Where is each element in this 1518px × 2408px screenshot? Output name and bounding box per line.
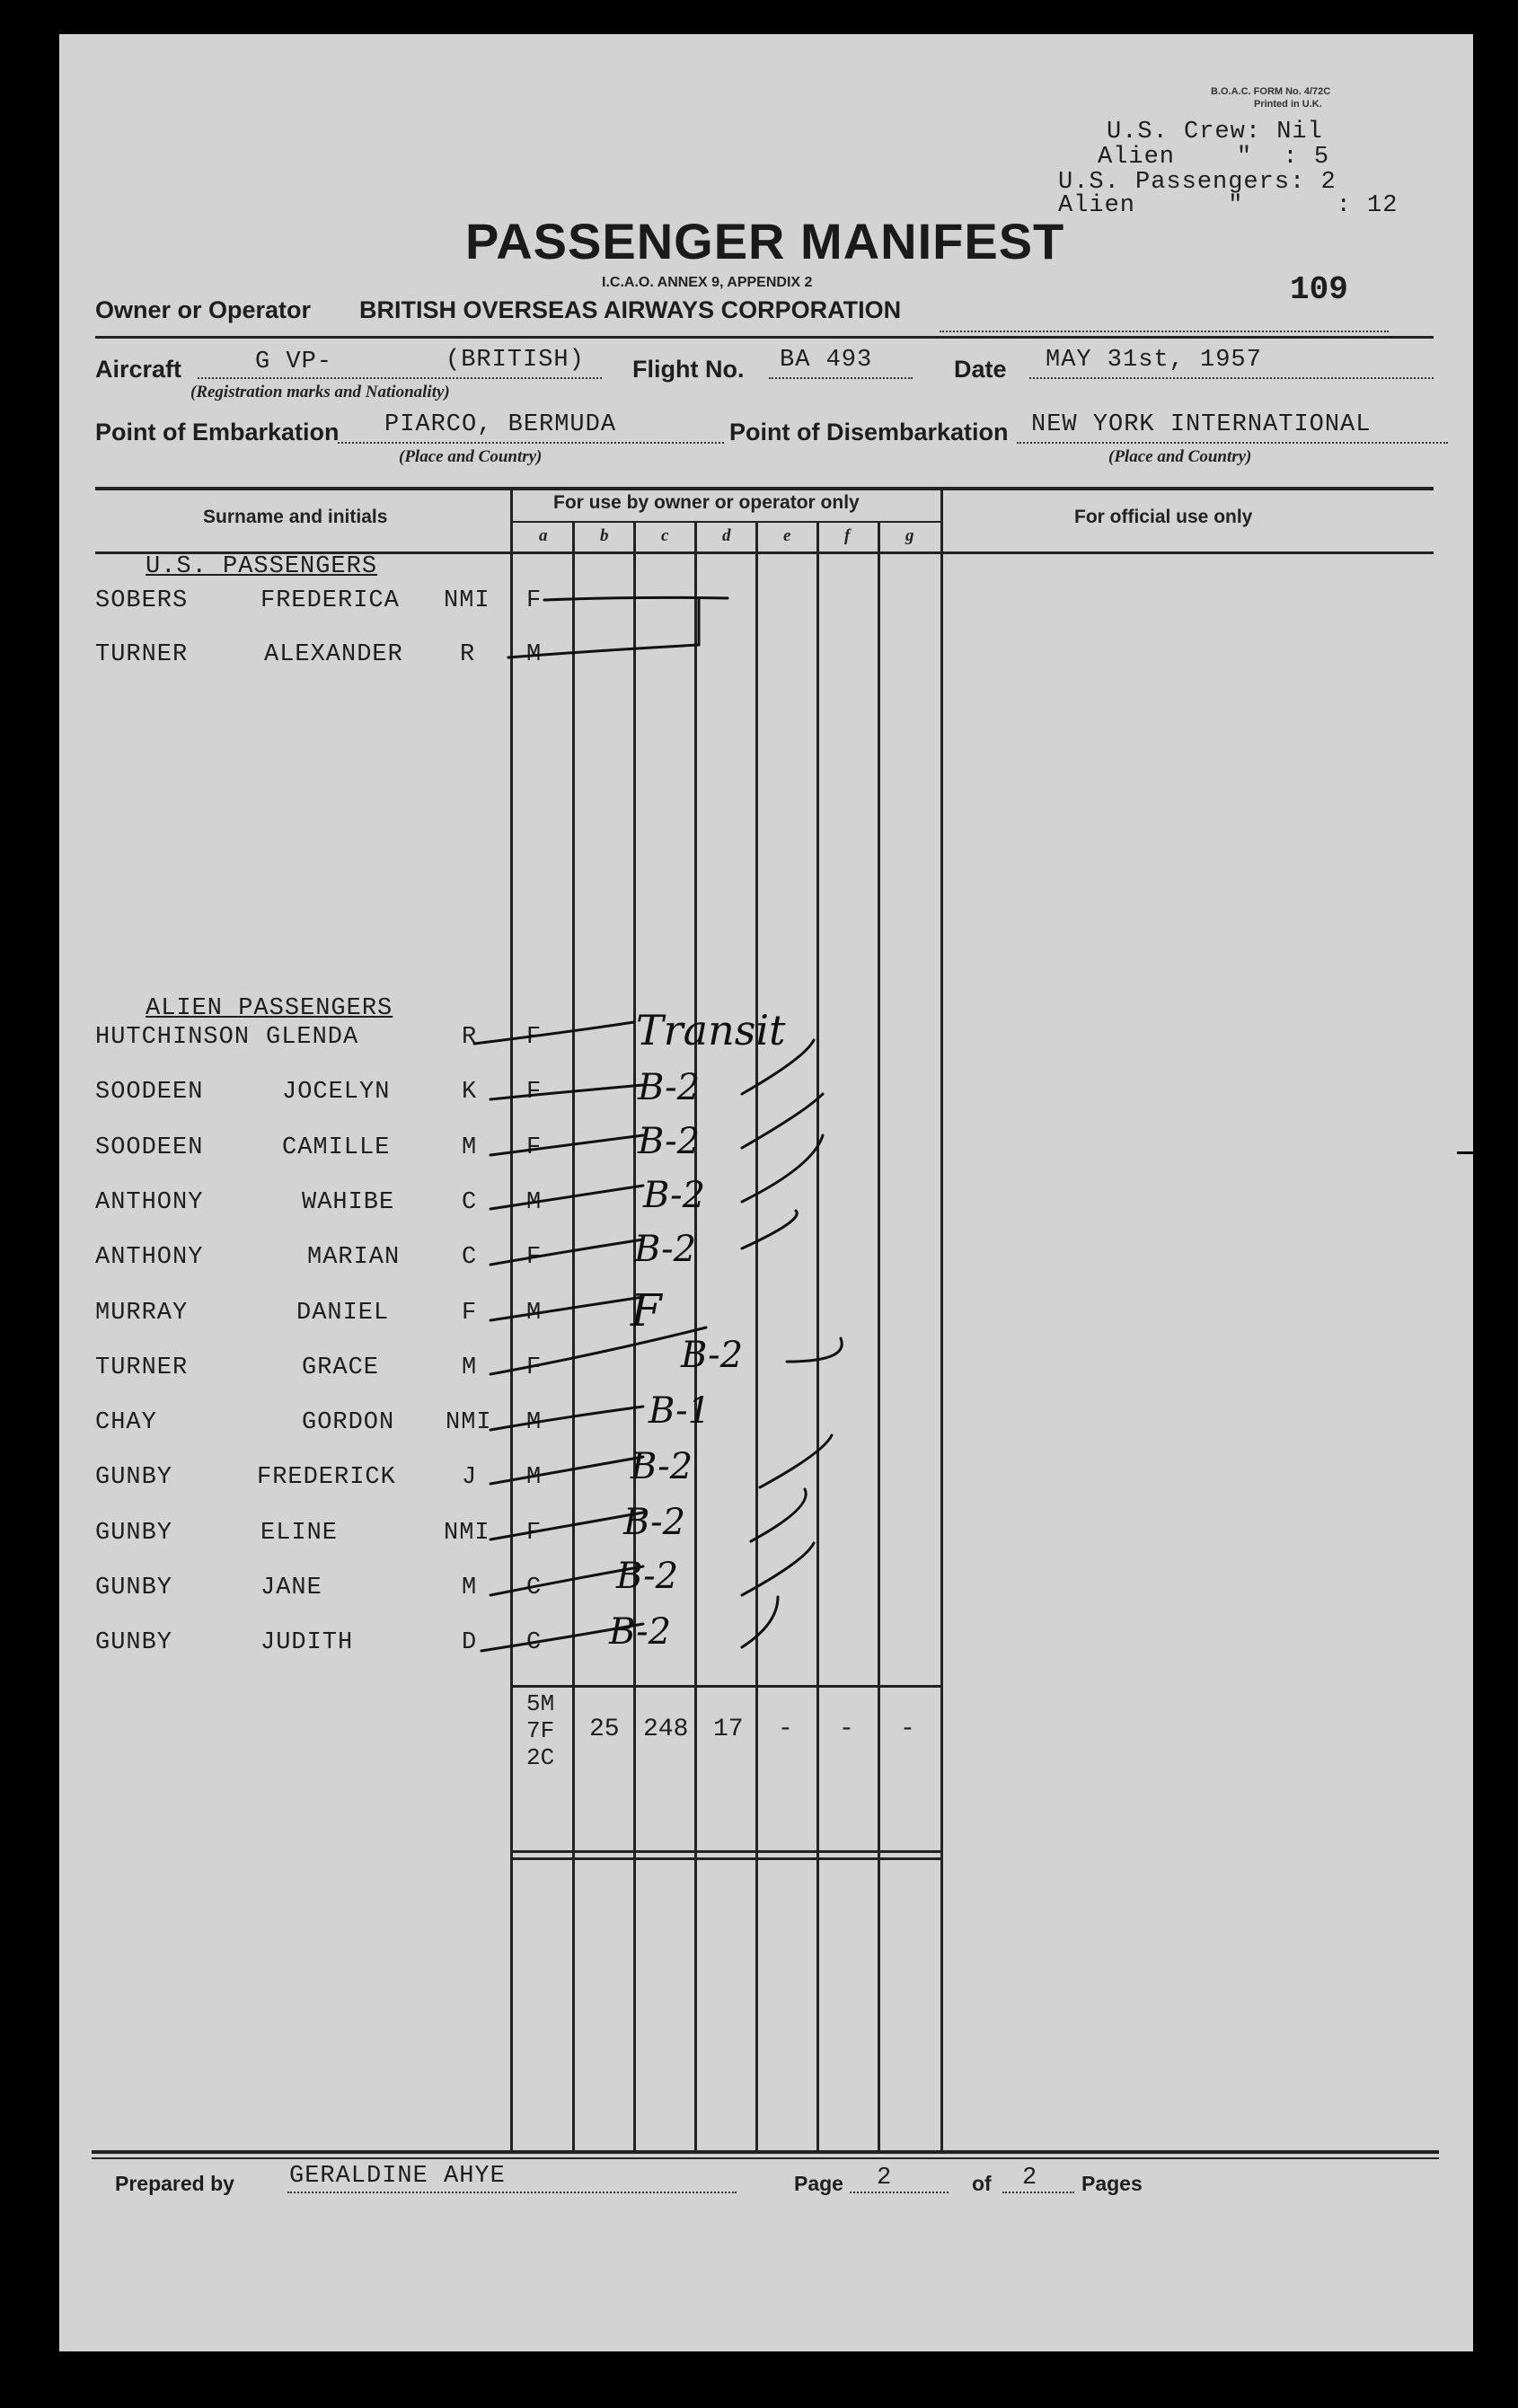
given-name: CAMILLE (282, 1134, 391, 1161)
initial: K (462, 1079, 478, 1106)
summary-line-4: Alien " : 12 (1058, 192, 1399, 219)
surname: GUNBY (95, 1629, 173, 1656)
col-owner: For use by owner or operator only (553, 492, 860, 513)
col-d: d (722, 526, 731, 545)
col-c: c (661, 526, 669, 545)
surname: SOODEEN (95, 1134, 204, 1161)
surname: SOBERS (95, 587, 189, 614)
initial: R (462, 1024, 478, 1051)
us-heading: U.S. PASSENGERS (146, 553, 378, 580)
col-b: b (600, 526, 609, 545)
total-a-line-1: 5M (526, 1690, 555, 1717)
col-a-value: F (526, 1244, 543, 1271)
initial: J (462, 1464, 478, 1491)
note-row-12: B-2 (609, 1611, 672, 1653)
col-e: e (783, 526, 791, 545)
given-name: FREDERICK (257, 1464, 396, 1491)
total-c: 248 (643, 1716, 689, 1743)
note-row-10: B-2 (623, 1502, 686, 1543)
total-e: - (778, 1716, 793, 1743)
initial: C (462, 1244, 478, 1271)
printed-in: Printed in U.K. (1254, 99, 1322, 110)
initial: D (462, 1629, 478, 1656)
total-a-line-3: 2C (526, 1744, 555, 1771)
embark-label: Point of Embarkation (95, 419, 340, 445)
col-a-value: M (526, 1300, 543, 1327)
handwritten-marks (59, 34, 1473, 2351)
note-row-6: F (631, 1284, 662, 1336)
col-a-value: C (526, 1629, 543, 1656)
summary-line-2: Alien " : 5 (1098, 144, 1330, 171)
initial: C (462, 1189, 478, 1216)
disembark-note: (Place and Country) (1108, 447, 1252, 466)
owner-label: Owner or Operator (95, 296, 312, 323)
summary-line-1: U.S. Crew: Nil (1107, 119, 1323, 146)
note-row-11: B-2 (616, 1556, 679, 1597)
note-row-2: B-2 (638, 1067, 701, 1108)
col-a: a (539, 526, 548, 545)
note-row-3: B-2 (638, 1121, 701, 1162)
note-row-8: B-1 (649, 1390, 711, 1432)
total-f: - (839, 1716, 854, 1743)
disembark-label: Point of Disembarkation (729, 419, 1009, 445)
embark-note: (Place and Country) (399, 447, 543, 466)
page-number: 109 (1290, 271, 1348, 308)
col-a-value: M (526, 1464, 543, 1491)
col-a-value: F (526, 1024, 543, 1051)
total-a-line-2: 7F (526, 1717, 555, 1744)
col-a-value: M (526, 641, 543, 668)
prepared-value: GERALDINE AHYE (289, 2163, 506, 2190)
pages-label: Pages (1081, 2172, 1143, 2195)
page-label: Page (794, 2172, 843, 2195)
col-official: For official use only (1074, 507, 1253, 527)
disembark-value: NEW YORK INTERNATIONAL (1031, 411, 1372, 438)
date-label: Date (954, 356, 1007, 383)
col-a-value: F (526, 1134, 543, 1161)
initial: NMI (444, 587, 490, 614)
summary-line-3: U.S. Passengers: 2 (1058, 169, 1337, 196)
given-name: WAHIBE (302, 1189, 395, 1216)
registration-note: (Registration marks and Nationality) (190, 383, 450, 401)
given-name: MARIAN (307, 1244, 401, 1271)
form-id: B.O.A.C. FORM No. 4/72C (1211, 86, 1331, 97)
given-name: DANIEL (296, 1300, 390, 1327)
note-row-7: B-2 (681, 1335, 744, 1376)
surname: SOODEEN (95, 1079, 204, 1106)
note-row-4: B-2 (643, 1175, 706, 1216)
flight-value: BA 493 (780, 347, 873, 374)
given-name: GLENDA (266, 1024, 359, 1051)
total-b: 25 (589, 1716, 620, 1743)
surname: MURRAY (95, 1300, 189, 1327)
owner-value: BRITISH OVERSEAS AIRWAYS CORPORATION (359, 296, 902, 323)
surname: CHAY (95, 1409, 157, 1436)
given-name: GRACE (302, 1354, 380, 1381)
alien-heading: ALIEN PASSENGERS (146, 995, 393, 1022)
initial: M (462, 1574, 478, 1601)
total-d: 17 (713, 1716, 744, 1743)
surname: ANTHONY (95, 1244, 204, 1271)
aircraft-value: G VP- (255, 348, 333, 375)
initial: R (460, 641, 476, 668)
flight-label: Flight No. (632, 356, 745, 383)
aircraft-label: Aircraft (95, 356, 182, 383)
prepared-label: Prepared by (115, 2172, 234, 2195)
note-row-1: Transit (636, 1006, 786, 1054)
col-a-value: F (526, 1354, 543, 1381)
total-a (526, 1690, 554, 1771)
page-title: PASSENGER MANIFEST (465, 213, 1065, 269)
surname: ANTHONY (95, 1189, 204, 1216)
initial: NMI (446, 1409, 492, 1436)
col-a-value: C (526, 1574, 543, 1601)
given-name: FREDERICA (260, 587, 400, 614)
manifest-page (59, 34, 1473, 2351)
surname: TURNER (95, 641, 189, 668)
initial: F (462, 1300, 478, 1327)
of-value: 2 (1022, 2165, 1038, 2192)
col-a-value: M (526, 1409, 543, 1436)
surname: TURNER (95, 1354, 189, 1381)
surname: GUNBY (95, 1574, 173, 1601)
date-value: MAY 31st, 1957 (1046, 347, 1262, 374)
given-name: GORDON (302, 1409, 395, 1436)
col-a-value: F (526, 1520, 543, 1547)
col-g: g (905, 526, 914, 545)
page-value: 2 (877, 2165, 893, 2192)
given-name: JOCELYN (282, 1079, 391, 1106)
col-a-value: M (526, 1189, 543, 1216)
given-name: ALEXANDER (264, 641, 403, 668)
surname: HUTCHINSON (95, 1024, 251, 1051)
total-g: - (900, 1716, 915, 1743)
of-label: of (972, 2172, 992, 2195)
col-a-value: F (526, 587, 543, 614)
col-a-value: F (526, 1079, 543, 1106)
initial: M (462, 1134, 478, 1161)
note-row-5: B-2 (634, 1229, 697, 1270)
given-name: JUDITH (260, 1629, 354, 1656)
surname: GUNBY (95, 1464, 173, 1491)
given-name: JANE (260, 1574, 322, 1601)
aircraft-nationality: (BRITISH) (446, 347, 585, 374)
initial: M (462, 1354, 478, 1381)
page-subtitle: I.C.A.O. ANNEX 9, APPENDIX 2 (602, 275, 813, 290)
col-f: f (844, 526, 851, 545)
given-name: ELINE (260, 1520, 339, 1547)
embark-value: PIARCO, BERMUDA (384, 411, 617, 438)
surname: GUNBY (95, 1520, 173, 1547)
initial: NMI (444, 1520, 490, 1547)
col-surname: Surname and initials (203, 507, 388, 527)
note-row-9: B-2 (631, 1446, 693, 1487)
